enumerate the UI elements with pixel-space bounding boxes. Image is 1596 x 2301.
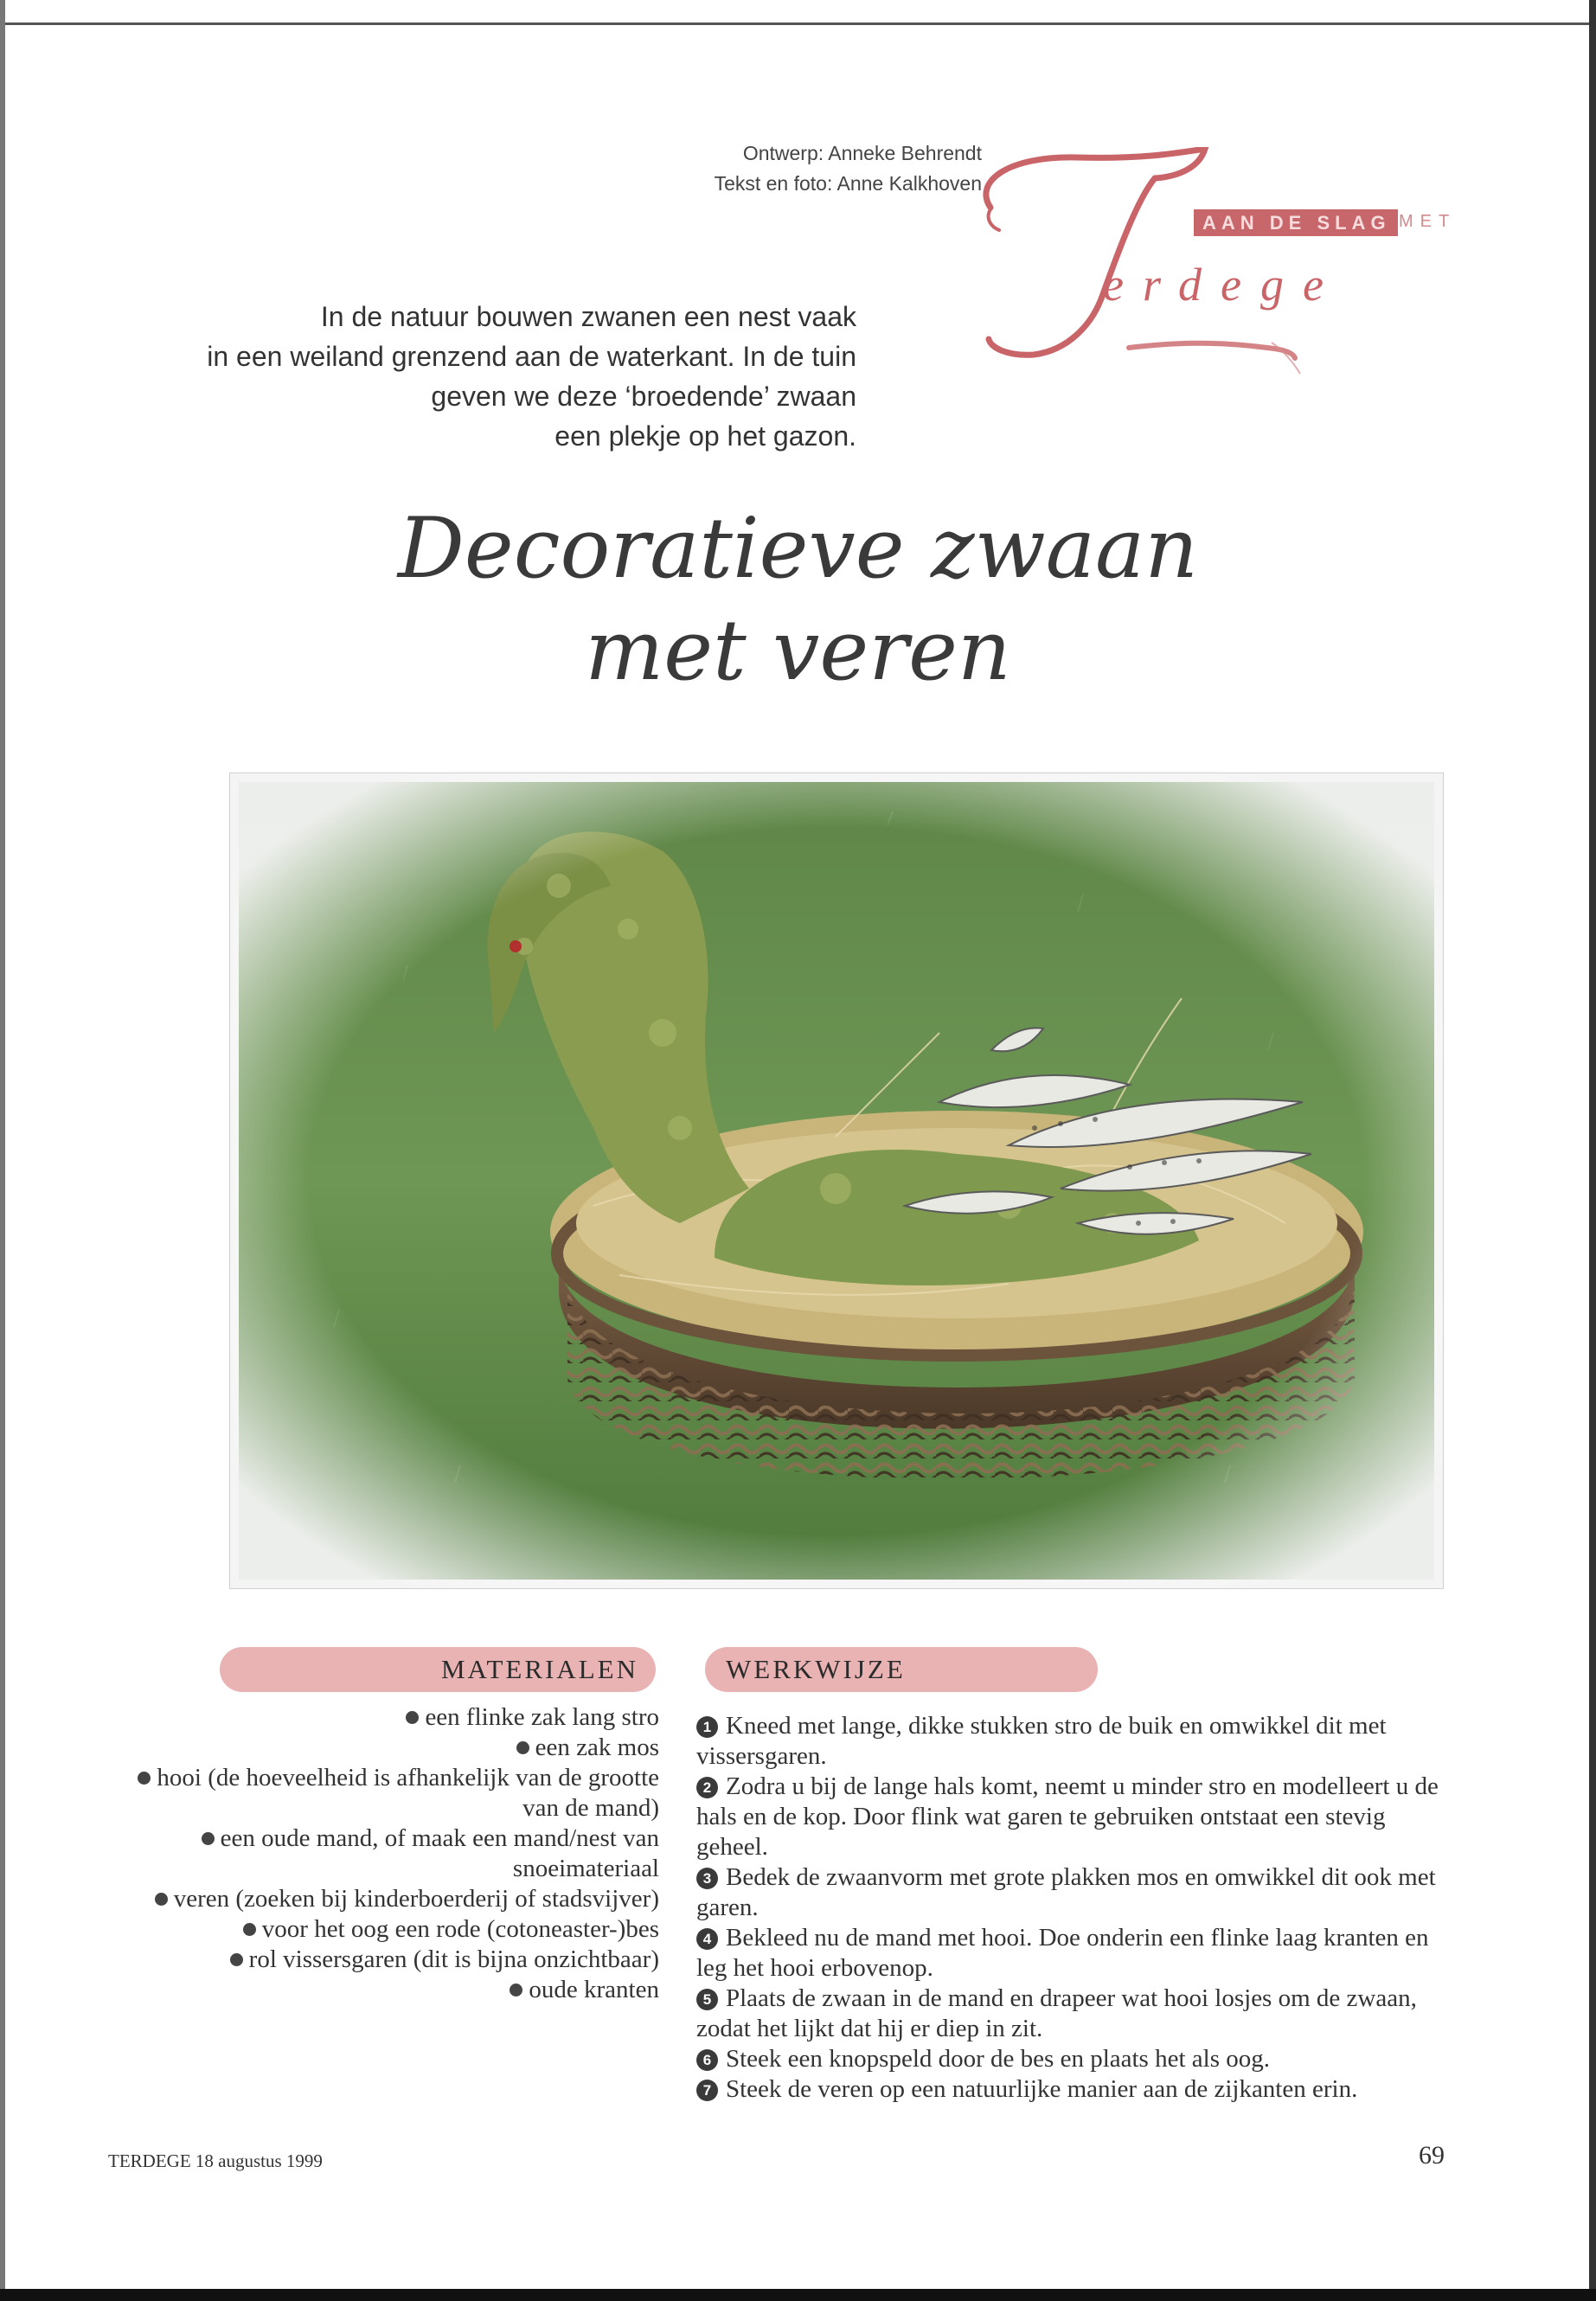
bullet-icon: [516, 1741, 529, 1754]
step-number-icon: 7: [696, 2080, 718, 2101]
logo-met: MET: [1399, 212, 1457, 231]
materials-list: [130, 1702, 659, 2005]
credit-design: Ontwerp: Anneke Behrendt: [742, 142, 982, 164]
intro-line: geven we deze ‘broedende’ zwaan: [431, 381, 856, 412]
intro-line: een plekje op het gazon.: [554, 420, 856, 452]
intro-line: In de natuur bouwen zwanen een nest vaak: [320, 301, 856, 332]
list-item: oude kranten: [130, 1975, 659, 2005]
list-item: veren (zoeken bij kinderboerderij of stadsvijver): [130, 1884, 659, 1914]
footer-magazine: TERDEGE 18 augustus 1999: [108, 2150, 323, 2171]
step-number-icon: 5: [696, 1989, 718, 2010]
title-line: met veren: [585, 602, 1011, 699]
steps-list: [696, 1711, 1440, 2105]
scan-edge-right: [1589, 0, 1596, 2301]
intro-text: [95, 297, 856, 456]
step-number-icon: 3: [696, 1868, 718, 1889]
bullet-icon: [230, 1953, 243, 1966]
list-item: een zak mos: [130, 1733, 659, 1763]
bullet-icon: [243, 1923, 256, 1936]
bullet-icon: [155, 1893, 168, 1906]
swan-basket-photo-icon: [230, 773, 1443, 1588]
steps-heading-label: WERKWIJZE: [726, 1654, 906, 1684]
bullet-icon: [202, 1832, 215, 1845]
step-item: 4 Bekleed nu de mand met hooi. Doe onderin een flinke laag kranten en leg het hooi erbovenop.: [696, 1924, 1429, 1982]
credits: [657, 138, 982, 199]
credit-text-photo: Tekst en foto: Anne Kalkhoven: [714, 172, 982, 195]
list-item: hooi (de hoeveelheid is afhankelijk van de grootte van de mand): [130, 1763, 659, 1823]
step-item: 1 Kneed met lange, dikke stukken stro de buik en omwikkel dit met vissersgaren.: [696, 1712, 1387, 1770]
step-item: 7 Steek de veren op een natuurlijke manier aan de zijkanten erin.: [696, 2074, 1440, 2105]
article-photo: [229, 772, 1444, 1589]
logo-badge: AAN DE SLAG: [1194, 209, 1398, 236]
scan-edge-top: [0, 22, 1596, 25]
list-item: voor het oog een rode (cotoneaster-)bes: [130, 1914, 659, 1945]
bullet-icon: [510, 1984, 522, 1997]
logo-wordmark: erdege: [1103, 259, 1343, 311]
step-item: 5 Plaats de zwaan in de mand en drapeer wat hooi losjes om de zwaan, zodat het lijkt dat hij er diep in zit.: [696, 1984, 1417, 2042]
step-number-icon: 4: [696, 1928, 718, 1950]
list-item: een flinke zak lang stro: [130, 1702, 659, 1733]
page-number: 69: [1419, 2141, 1445, 2170]
step-item: 6 Steek een knopspeld door de bes en plaats het als oog.: [696, 2044, 1440, 2074]
terdege-logo: [973, 147, 1458, 381]
list-item: rol vissersgaren (dit is bijna onzichtbaar): [130, 1945, 659, 1975]
step-number-icon: 1: [696, 1716, 718, 1738]
step-item: 2 Zodra u bij de lange hals komt, neemt u minder stro en modelleert u de hals en de kop. Door flink wat garen te gebruiken ontstaat een stevig geheel.: [696, 1772, 1439, 1861]
steps-heading: [705, 1647, 1098, 1692]
materials-heading: [220, 1647, 656, 1692]
materials-heading-label: MATERIALEN: [440, 1654, 638, 1684]
step-number-icon: 2: [696, 1777, 718, 1798]
list-item: een oude mand, of maak een mand/nest van snoeimateriaal: [130, 1823, 659, 1884]
scan-edge-left: [0, 0, 5, 2301]
title-line: Decoratieve zwaan: [397, 500, 1199, 597]
intro-line: in een weiland grenzend aan de waterkant. In de tuin: [207, 341, 856, 372]
step-number-icon: 6: [696, 2049, 718, 2071]
bullet-icon: [406, 1711, 419, 1724]
scan-edge-bottom: [0, 2289, 1596, 2301]
step-item: 3 Bedek de zwaanvorm met grote plakken mos en omwikkel dit ook met garen.: [696, 1863, 1436, 1921]
bullet-icon: [138, 1772, 151, 1785]
article-title: [0, 497, 1596, 702]
